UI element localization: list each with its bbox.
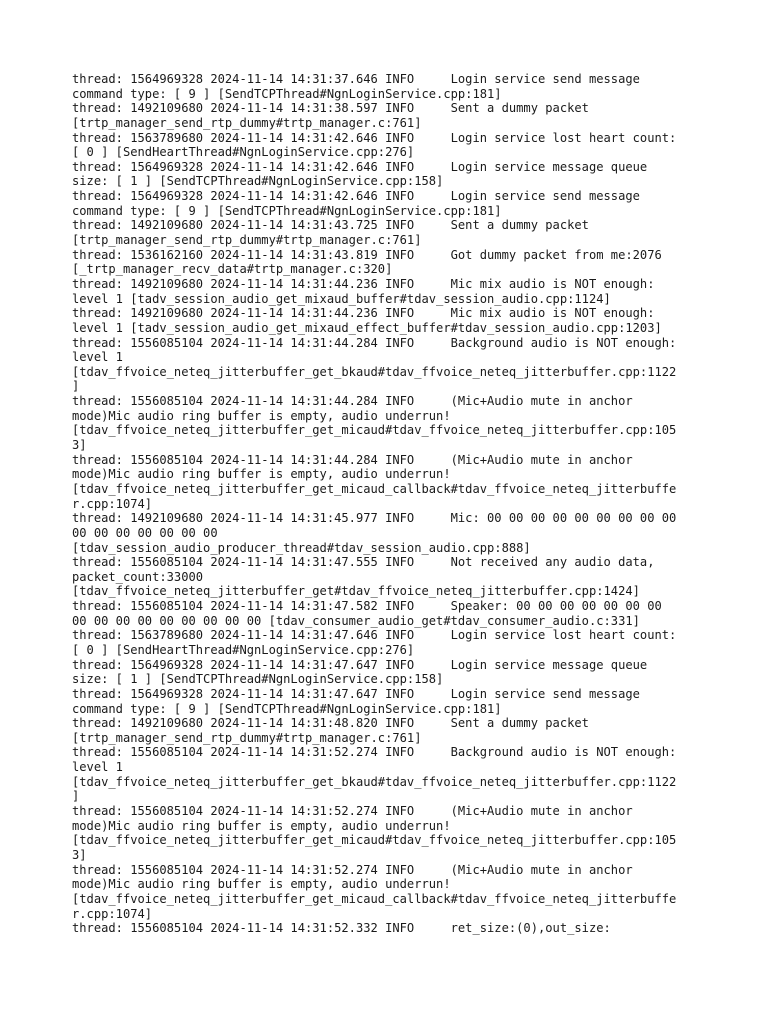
log-line: command type: [ 9 ] [SendTCPThread#NgnLoginService.cpp:181] [72, 701, 502, 716]
log-line: level 1 [tadv_session_audio_get_mixaud_buffer#tdav_session_audio.cpp:1124] [72, 291, 611, 306]
log-line: thread: 1556085104 2024-11-14 14:31:44.284 INFO (Mic+Audio mute in anchor [72, 452, 633, 467]
log-line: [tdav_ffvoice_neteq_jitterbuffer_get#tdav_ffvoice_neteq_jitterbuffer.cpp:1424] [72, 584, 640, 599]
log-line: [trtp_manager_send_rtp_dummy#trtp_manager.c:761] [72, 730, 422, 745]
log-line: [tdav_ffvoice_neteq_jitterbuffer_get_micaud_callback#tdav_ffvoice_neteq_jitterbuffe [72, 481, 677, 496]
log-line: thread: 1556085104 2024-11-14 14:31:52.274 INFO (Mic+Audio mute in anchor [72, 862, 633, 877]
log-line: [ 0 ] [SendHeartThread#NgnLoginService.cpp:276] [72, 642, 415, 657]
log-line: thread: 1564969328 2024-11-14 14:31:42.646 INFO Login service message queue [72, 159, 648, 174]
log-line: 00 00 00 00 00 00 00 [72, 525, 218, 540]
log-line: thread: 1492109680 2024-11-14 14:31:48.820 INFO Sent a dummy packet [72, 716, 589, 731]
log-line: thread: 1492109680 2024-11-14 14:31:44.236 INFO Mic mix audio is NOT enough: [72, 276, 655, 291]
log-line: level 1 [tadv_session_audio_get_mixaud_effect_buffer#tdav_session_audio.cpp:1203] [72, 320, 662, 335]
log-line: [tdav_ffvoice_neteq_jitterbuffer_get_micaud#tdav_ffvoice_neteq_jitterbuffer.cpp:105 [72, 833, 677, 848]
log-line: thread: 1536162160 2024-11-14 14:31:43.819 INFO Got dummy packet from me:2076 [72, 247, 662, 262]
log-line: thread: 1556085104 2024-11-14 14:31:52.274 INFO (Mic+Audio mute in anchor [72, 804, 633, 819]
log-line: thread: 1492109680 2024-11-14 14:31:38.597 INFO Sent a dummy packet [72, 101, 589, 116]
log-line: ] [72, 789, 80, 804]
log-line: size: [ 1 ] [SendTCPThread#NgnLoginService.cpp:158] [72, 672, 444, 687]
log-line: level 1 [72, 350, 123, 365]
log-line: packet_count:33000 [72, 569, 204, 584]
log-line: thread: 1492109680 2024-11-14 14:31:43.725 INFO Sent a dummy packet [72, 218, 589, 233]
log-line: thread: 1556085104 2024-11-14 14:31:47.582 INFO Speaker: 00 00 00 00 00 00 00 [72, 599, 662, 614]
log-line: thread: 1563789680 2024-11-14 14:31:42.646 INFO Login service lost heart count: [72, 130, 677, 145]
log-line: 00 00 00 00 00 00 00 00 00 [tdav_consumer_audio_get#tdav_consumer_audio.c:331] [72, 613, 640, 628]
log-line: thread: 1564969328 2024-11-14 14:31:47.647 INFO Login service send message [72, 686, 640, 701]
log-line: thread: 1564969328 2024-11-14 14:31:42.646 INFO Login service send message [72, 189, 640, 204]
log-line: level 1 [72, 760, 123, 775]
log-line: thread: 1556085104 2024-11-14 14:31:44.284 INFO (Mic+Audio mute in anchor [72, 394, 633, 409]
log-line: thread: 1556085104 2024-11-14 14:31:52.274 INFO Background audio is NOT enough: [72, 745, 677, 760]
log-line: ] [72, 379, 80, 394]
log-line: mode)Mic audio ring buffer is empty, audio underrun! [72, 467, 451, 482]
log-line: size: [ 1 ] [SendTCPThread#NgnLoginService.cpp:158] [72, 174, 444, 189]
log-line: [tdav_session_audio_producer_thread#tdav_session_audio.cpp:888] [72, 540, 531, 555]
log-line: thread: 1556085104 2024-11-14 14:31:47.555 INFO Not received any audio data, [72, 555, 655, 570]
log-line: r.cpp:1074] [72, 496, 153, 511]
log-line: 3] [72, 438, 87, 453]
log-line: thread: 1564969328 2024-11-14 14:31:47.647 INFO Login service message queue [72, 657, 648, 672]
log-line: [trtp_manager_send_rtp_dummy#trtp_manager.c:761] [72, 233, 422, 248]
log-line: thread: 1563789680 2024-11-14 14:31:47.646 INFO Login service lost heart count: [72, 628, 677, 643]
log-line: [_trtp_manager_recv_data#trtp_manager.c:320] [72, 262, 393, 277]
log-line: [tdav_ffvoice_neteq_jitterbuffer_get_micaud#tdav_ffvoice_neteq_jitterbuffer.cpp:105 [72, 423, 677, 438]
log-page [72, 72, 702, 936]
log-line: [trtp_manager_send_rtp_dummy#trtp_manager.c:761] [72, 115, 422, 130]
log-line: mode)Mic audio ring buffer is empty, audio underrun! [72, 877, 451, 892]
log-line: [tdav_ffvoice_neteq_jitterbuffer_get_bkaud#tdav_ffvoice_neteq_jitterbuffer.cpp:1122 [72, 364, 677, 379]
log-line: command type: [ 9 ] [SendTCPThread#NgnLoginService.cpp:181] [72, 86, 502, 101]
log-line: thread: 1556085104 2024-11-14 14:31:44.284 INFO Background audio is NOT enough: [72, 335, 677, 350]
log-line: [tdav_ffvoice_neteq_jitterbuffer_get_bkaud#tdav_ffvoice_neteq_jitterbuffer.cpp:1122 [72, 774, 677, 789]
log-line: 3] [72, 847, 87, 862]
log-line: thread: 1556085104 2024-11-14 14:31:52.332 INFO ret_size:(0),out_size: [72, 921, 611, 936]
log-line: thread: 1564969328 2024-11-14 14:31:37.646 INFO Login service send message [72, 72, 640, 86]
log-line: mode)Mic audio ring buffer is empty, audio underrun! [72, 408, 451, 423]
log-line: thread: 1492109680 2024-11-14 14:31:44.236 INFO Mic mix audio is NOT enough: [72, 306, 655, 321]
log-line: thread: 1492109680 2024-11-14 14:31:45.977 INFO Mic: 00 00 00 00 00 00 00 00 00 [72, 511, 677, 526]
log-line: mode)Mic audio ring buffer is empty, audio underrun! [72, 818, 451, 833]
log-line: r.cpp:1074] [72, 906, 153, 921]
log-line: [ 0 ] [SendHeartThread#NgnLoginService.cpp:276] [72, 145, 415, 160]
log-line: command type: [ 9 ] [SendTCPThread#NgnLoginService.cpp:181] [72, 203, 502, 218]
log-line: [tdav_ffvoice_neteq_jitterbuffer_get_micaud_callback#tdav_ffvoice_neteq_jitterbuffe [72, 891, 677, 906]
